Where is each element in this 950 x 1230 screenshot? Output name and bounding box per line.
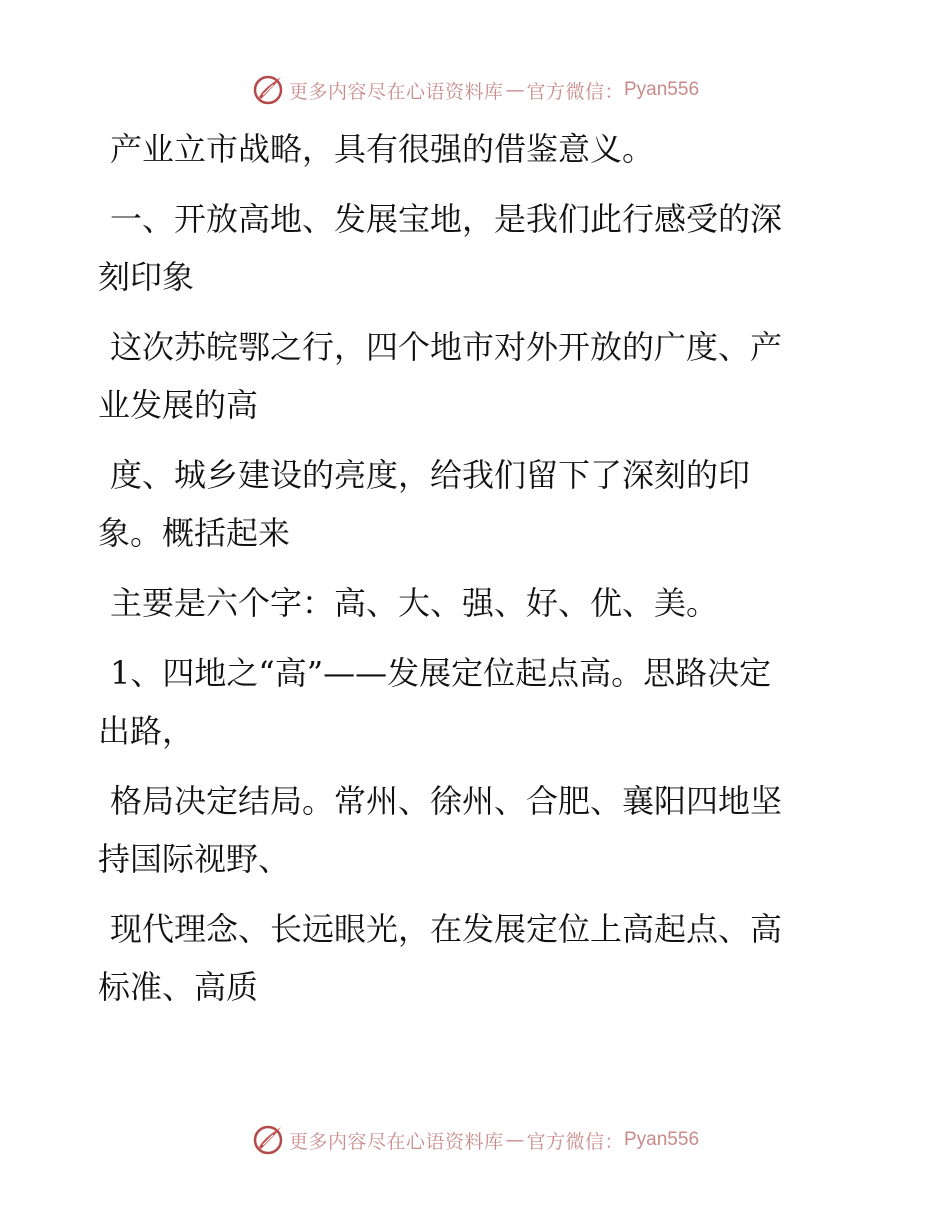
watermark-separator: — — [505, 79, 525, 101]
text-line: 这次苏皖鄂之行，四个地市对外开放的广度、产 — [110, 328, 783, 366]
watermark-separator: — — [505, 1129, 525, 1151]
paragraph-1 — [98, 120, 858, 178]
text-line: 1、四地之“高”——发展定位起点高。思路决定 — [110, 654, 772, 692]
paragraph-7 — [98, 772, 858, 888]
text-line: 一、开放高地、发展宝地，是我们此行感受的深 — [110, 200, 783, 238]
text-line: 格局决定结局。常州、徐州、合肥、襄阳四地坚 — [110, 782, 783, 820]
text-line: 象。概括起来 — [98, 514, 291, 552]
text-line: 标准、高质 — [98, 968, 259, 1006]
header-watermark — [0, 70, 950, 110]
quill-swirl-icon — [251, 73, 285, 107]
text-line: 持国际视野、 — [98, 840, 291, 878]
watermark-text: 更多内容尽在心语资料库 — [288, 80, 504, 103]
document-body — [98, 120, 858, 1028]
paragraph-6 — [98, 644, 858, 760]
watermark-label: 官方微信： — [526, 80, 624, 103]
watermark-label: 官方微信： — [526, 1130, 624, 1153]
text-line: 产业立市战略，具有很强的借鉴意义。 — [110, 130, 655, 168]
paragraph-2 — [98, 190, 858, 306]
text-line: 刻印象 — [98, 258, 195, 296]
footer-watermark — [0, 1120, 950, 1160]
watermark-id: Pyan556 — [624, 79, 700, 100]
text-line: 业发展的高 — [98, 386, 259, 424]
text-line: 现代理念、长远眼光，在发展定位上高起点、高 — [110, 910, 783, 948]
paragraph-3 — [98, 318, 858, 434]
paragraph-4 — [98, 446, 858, 562]
text-line: 度、城乡建设的亮度，给我们留下了深刻的印 — [110, 456, 751, 494]
paragraph-5 — [98, 574, 858, 632]
paragraph-8 — [98, 900, 858, 1016]
quill-swirl-icon — [251, 1123, 285, 1157]
text-line: 出路， — [98, 712, 195, 750]
text-line: 主要是六个字：高、大、强、好、优、美。 — [110, 584, 719, 622]
watermark-id: Pyan556 — [624, 1129, 700, 1150]
watermark-text: 更多内容尽在心语资料库 — [288, 1130, 504, 1153]
